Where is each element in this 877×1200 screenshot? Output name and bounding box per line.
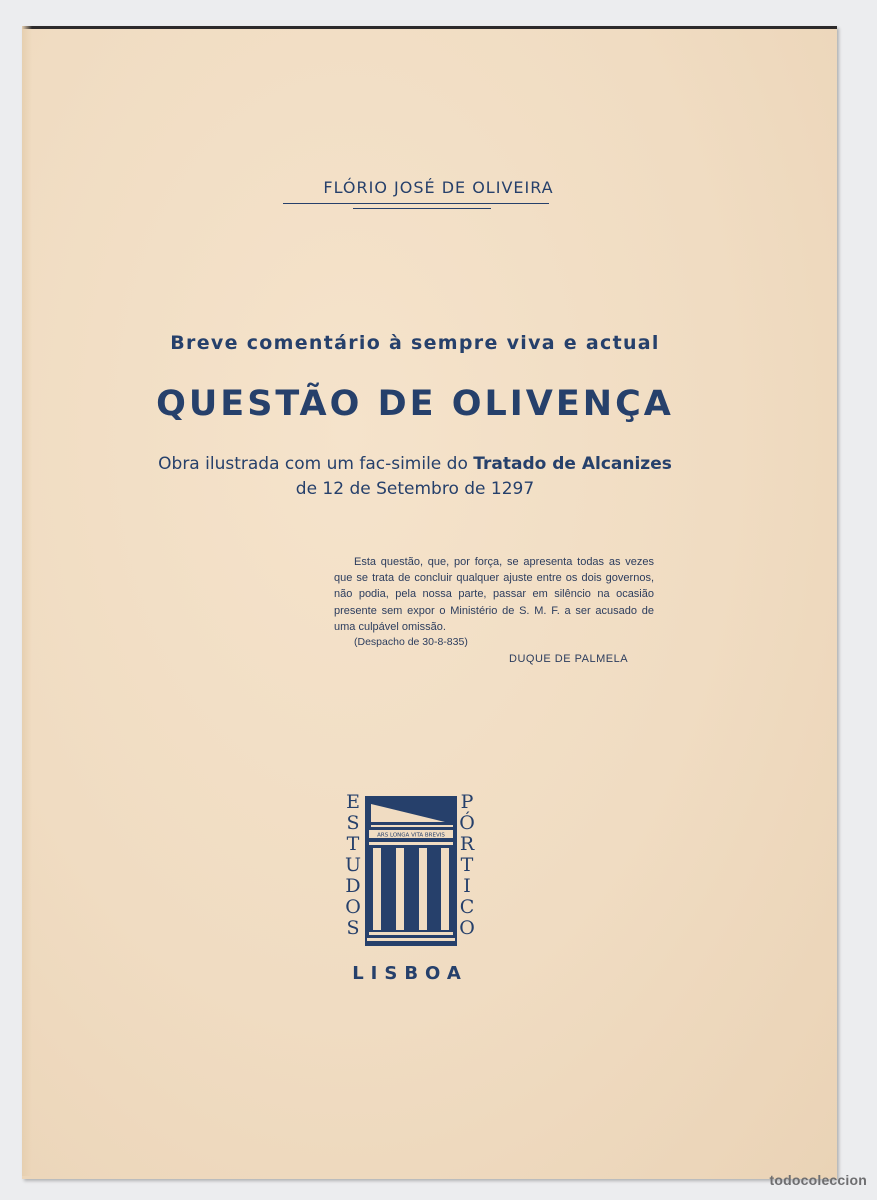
publisher-letter: Ó	[459, 812, 475, 834]
description-text: Obra ilustrada com um fac-simile do	[158, 454, 474, 474]
publisher-letter: O	[459, 917, 475, 939]
publisher-letter: D	[345, 875, 361, 897]
cover-edge-shadow	[22, 26, 32, 1176]
book-subtitle: Breve comentário à sempre viva e actual	[170, 332, 660, 354]
portico-logo-icon	[365, 796, 457, 946]
publisher-word-right	[456, 792, 478, 939]
logo-motto: ARS LONGA VITA BREVIS	[377, 832, 445, 839]
publisher-letter: P	[460, 791, 474, 813]
author-underline-short	[353, 208, 491, 209]
treaty-name: Tratado de Alcanizes	[473, 454, 672, 474]
publisher-letter: R	[459, 833, 475, 855]
author-name: FLÓRIO JOSÉ DE OLIVEIRA	[323, 178, 554, 197]
publisher-letter: I	[463, 875, 471, 897]
publisher-city: LISBOA	[352, 963, 468, 984]
publisher-letter: T	[346, 833, 360, 855]
publisher-letter: E	[346, 791, 360, 813]
epigraph-source: (Despacho de 30-8-835)	[354, 636, 468, 648]
publisher-letter: U	[344, 854, 361, 876]
publisher-letter: O	[345, 896, 361, 918]
publisher-letter: C	[459, 896, 475, 918]
publisher-letter: S	[346, 917, 360, 939]
epigraph-quote: Esta questão, que, por força, se apresenta todas as vezes que se trata de concluir qualquer ajuste entre os dois governos, não podia, pela nossa parte, passar em silêncio na ocasião presente sem expor o Ministério de S. M. F. a ser acusado de uma culpável omissão.	[334, 556, 654, 633]
epigraph-author: DUQUE DE PALMELA	[509, 653, 629, 665]
author-underline	[283, 203, 549, 204]
book-description-line1	[0, 454, 830, 474]
book-title: QUESTÃO DE OLIVENÇA	[156, 384, 674, 424]
publisher-word-left	[342, 792, 364, 939]
site-watermark: todocoleccion	[769, 1172, 867, 1188]
book-description-line2: de 12 de Setembro de 1297	[295, 479, 535, 499]
publisher-letter: S	[346, 812, 360, 834]
publisher-letter: T	[460, 854, 474, 876]
